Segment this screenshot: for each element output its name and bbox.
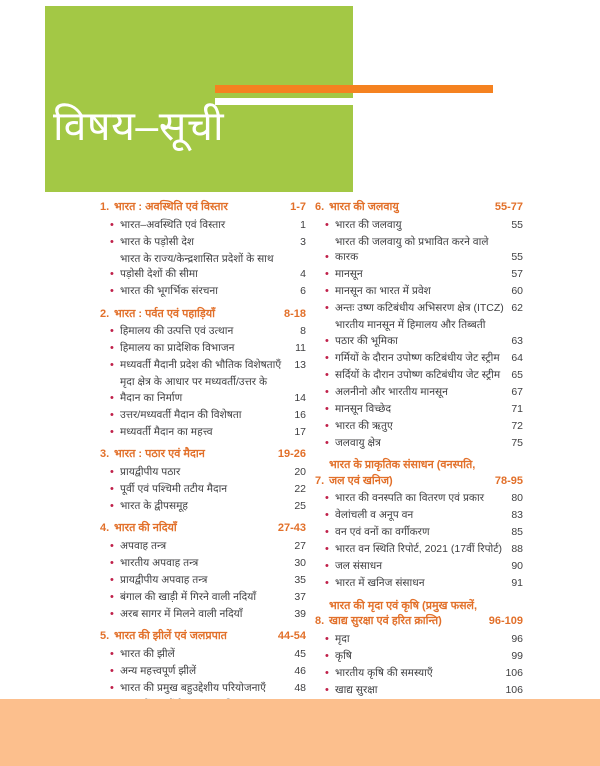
section-title: भारत की मृदा एवं कृषि (प्रमुख फसलें, खाद्य सुरक्षा एवं हरित क्रान्ति) — [329, 599, 478, 627]
toc-item-label: भारत की जलवायु को प्रभावित करने वाले कारक — [335, 235, 489, 263]
accent-bar-white — [215, 98, 353, 105]
toc-item-page: 62 — [511, 302, 523, 314]
bullet-icon: • — [110, 556, 114, 569]
toc-item — [315, 666, 523, 682]
toc-item-page: 65 — [511, 368, 523, 381]
accent-bar-orange — [215, 85, 493, 93]
section-page-range: 44-54 — [277, 630, 306, 642]
bullet-icon: • — [110, 664, 114, 677]
toc-item — [315, 491, 523, 507]
toc-item-page: 8 — [300, 325, 306, 337]
bullet-icon: • — [110, 342, 114, 354]
toc-item — [100, 647, 306, 663]
toc-item-page: 91 — [511, 577, 523, 589]
section-number: 7. — [315, 474, 325, 487]
toc-item-page: 64 — [511, 351, 523, 364]
bullet-icon: • — [325, 302, 329, 314]
toc-section — [315, 458, 523, 592]
toc-item-label: भारतीय मानसून में हिमालय और तिब्बती पठार की भूमिका — [335, 319, 486, 347]
toc-item — [315, 235, 523, 266]
toc-item-label: प्रायद्वीपीय अपवाह तन्त्र — [120, 573, 208, 586]
toc-item-label: वेलांचली व अनूप वन — [335, 509, 414, 521]
toc-item — [100, 556, 306, 572]
section-number: 1. — [100, 201, 110, 213]
toc-item — [315, 301, 523, 317]
toc-item — [315, 542, 523, 558]
bullet-icon: • — [110, 391, 114, 404]
toc-section — [100, 447, 306, 514]
section-number: 5. — [100, 630, 110, 642]
toc-section — [100, 521, 306, 622]
toc-item-page: 45 — [294, 647, 306, 660]
toc-item-label: बंगाल की खाड़ी में गिरने वाली नदियाँ — [120, 590, 257, 603]
toc-item-page: 99 — [511, 649, 523, 662]
bullet-icon: • — [325, 683, 329, 696]
toc-item-label: भारत की झीलें — [120, 647, 175, 660]
toc-section-heading — [100, 521, 306, 537]
bullet-icon: • — [325, 666, 329, 679]
toc-item-label: प्रायद्वीपीय पठार — [120, 465, 181, 478]
toc-item-label: मध्यवर्ती मैदान का महत्त्व — [120, 425, 213, 438]
toc-item-page: 14 — [294, 391, 306, 404]
toc-item — [100, 284, 306, 300]
toc-item-label: मृदा क्षेत्र के आधार पर मध्यवर्ती/उत्तर के मैदान का निर्माण — [120, 376, 268, 404]
toc-item-page: 25 — [294, 499, 306, 512]
toc-item — [100, 358, 306, 374]
section-title: भारत : पठार एवं मैदान — [114, 448, 205, 460]
toc-item-label: हिमालय की उत्पत्ति एवं उत्थान — [120, 325, 234, 337]
section-number: 3. — [100, 448, 110, 460]
section-page-range: 1-7 — [290, 201, 306, 213]
toc-item-label: भारत की भूगर्भिक संरचना — [120, 285, 218, 297]
toc-item-label: उत्तर/मध्यवर्ती मैदान की विशेषता — [120, 408, 242, 421]
toc-item-label: अपवाह तन्त्र — [120, 539, 167, 552]
toc-item — [315, 683, 523, 699]
toc-item-page: 22 — [294, 482, 306, 495]
bullet-icon: • — [325, 351, 329, 364]
toc-column-right — [315, 200, 523, 705]
toc-item-page: 1 — [300, 218, 306, 231]
toc-item-label: भारतीय कृषि की समस्याएँ — [335, 666, 433, 679]
toc-item-page: 3 — [300, 235, 306, 248]
bullet-icon: • — [110, 235, 114, 248]
toc-item-page: 11 — [295, 342, 306, 354]
toc-item-label: सर्दियों के दौरान उपोष्ण कटिबंधीय जेट स्ट्रीम — [335, 368, 501, 381]
toc-item — [315, 402, 523, 418]
toc-item-label: भारत–अवस्थिति एवं विस्तार — [120, 218, 226, 231]
toc-item — [100, 375, 306, 406]
toc-item-label: मृदा — [335, 632, 350, 645]
bullet-icon: • — [110, 218, 114, 231]
toc-item-label: भारत की प्रमुख बहुउद्देशीय परियोजनाएँ — [120, 681, 266, 694]
toc-item-page: 85 — [511, 526, 523, 538]
toc-item — [100, 465, 306, 481]
toc-item — [315, 284, 523, 300]
toc-item — [315, 436, 523, 452]
toc-item — [315, 368, 523, 384]
toc-item-label: जल संसाधन — [335, 560, 383, 572]
bullet-icon: • — [325, 560, 329, 572]
toc-item-page: 39 — [294, 607, 306, 620]
toc-item-page: 83 — [511, 509, 523, 521]
toc-section-heading — [100, 447, 306, 463]
toc-item-label: भारत की जलवायु — [335, 218, 402, 231]
toc-item-page: 106 — [505, 683, 523, 696]
bullet-icon: • — [110, 285, 114, 297]
toc-item — [100, 664, 306, 680]
toc-item-page: 71 — [511, 402, 523, 415]
toc-column-left — [100, 200, 306, 720]
toc-item — [100, 324, 306, 340]
section-page-range: 96-109 — [488, 615, 523, 627]
toc-item-label: मानसून का भारत में प्रवेश — [335, 285, 431, 297]
toc-item-page: 27 — [294, 539, 306, 552]
toc-item-label: गर्मियों के दौरान उपोष्ण कटिबंधीय जेट स्ट्रीम — [335, 351, 500, 364]
toc-item-label: भारत की ऋतुए — [335, 419, 393, 432]
toc-item-page: 48 — [294, 681, 306, 694]
toc-item-page: 13 — [294, 359, 306, 371]
toc-item-page: 57 — [511, 268, 523, 280]
toc-item-page: 20 — [294, 465, 306, 478]
toc-item-page: 67 — [511, 385, 523, 398]
bullet-icon: • — [325, 543, 329, 555]
toc-section-heading — [315, 599, 523, 630]
toc-item — [315, 385, 523, 401]
toc-item-page: 6 — [300, 285, 306, 297]
bullet-icon: • — [325, 334, 329, 347]
toc-item — [315, 267, 523, 283]
toc-item-page: 55 — [511, 251, 523, 263]
toc-item — [100, 235, 306, 251]
toc-item-page: 90 — [511, 560, 523, 572]
toc-item — [100, 218, 306, 234]
bullet-icon: • — [110, 681, 114, 694]
toc-section-heading — [315, 458, 523, 489]
bullet-icon: • — [325, 632, 329, 645]
toc-item — [100, 482, 306, 498]
toc-item-page: 30 — [294, 556, 306, 569]
bullet-icon: • — [110, 539, 114, 552]
toc-section-heading — [315, 200, 523, 216]
toc-item-label: कृषि — [335, 649, 352, 662]
toc-item-label: खाद्य सुरक्षा — [335, 683, 378, 696]
toc-item-page: 17 — [294, 425, 306, 438]
toc-item-page: 106 — [505, 666, 523, 679]
bullet-icon: • — [325, 526, 329, 538]
toc-item-page: 37 — [294, 590, 306, 603]
toc-item-page: 96 — [511, 632, 523, 645]
section-page-range: 8-18 — [283, 307, 306, 320]
toc-item-page: 75 — [511, 436, 523, 449]
toc-item-label: मानसून विच्छेद — [335, 402, 392, 415]
section-title: भारत की झीलें एवं जलप्रपात — [114, 630, 227, 642]
toc-item-label: जलवायु क्षेत्र — [335, 436, 381, 449]
bullet-icon: • — [325, 492, 329, 504]
toc-item-label: भारत के द्वीपसमूह — [120, 499, 188, 512]
bullet-icon: • — [110, 408, 114, 421]
toc-item-label: भारत में खनिज संसाधन — [335, 577, 425, 589]
toc-item — [100, 681, 306, 697]
section-page-range: 78-95 — [494, 474, 523, 487]
toc-item — [100, 607, 306, 623]
bullet-icon: • — [110, 325, 114, 337]
toc-item — [315, 649, 523, 665]
bullet-icon: • — [110, 499, 114, 512]
bullet-icon: • — [325, 285, 329, 297]
bullet-icon: • — [325, 509, 329, 521]
section-number: 2. — [100, 307, 110, 320]
toc-item — [100, 341, 306, 357]
toc-item — [100, 573, 306, 589]
toc-item-label: मध्यवर्ती मैदानी प्रदेश की भौतिक विशेषताएँ — [120, 359, 282, 371]
toc-item-label: भारत वन स्थिति रिपोर्ट, 2021 (17वीं रिपोर्ट) — [335, 543, 503, 555]
bullet-icon: • — [110, 465, 114, 478]
toc-item-label: अरब सागर में मिलने वाली नदियाँ — [120, 607, 243, 620]
toc-item-page: 63 — [511, 334, 523, 347]
toc-item — [315, 508, 523, 524]
toc-item-page: 72 — [511, 419, 523, 432]
toc-item-label: भारत के राज्य/केन्द्रशासित प्रदेशों के साथ पड़ोसी देशों की सीमा — [120, 252, 274, 280]
bullet-icon: • — [110, 573, 114, 586]
toc-item-label: हिमालय का प्रादेशिक विभाजन — [120, 342, 235, 354]
toc-item-page: 55 — [511, 218, 523, 231]
toc-item-label: भारत की वनस्पति का वितरण एवं प्रकार — [335, 492, 484, 504]
toc-item — [100, 408, 306, 424]
toc-section-heading — [100, 200, 306, 216]
bullet-icon: • — [110, 359, 114, 371]
toc-item — [100, 499, 306, 515]
toc-item-label: अलनीनो और भारतीय मानसून — [335, 385, 448, 398]
toc-item — [100, 252, 306, 283]
toc-item-page: 80 — [511, 492, 523, 504]
toc-item — [315, 559, 523, 575]
toc-item-page: 60 — [511, 285, 523, 297]
toc-section — [315, 200, 523, 451]
section-page-range: 55-77 — [494, 201, 523, 213]
toc-item — [315, 318, 523, 349]
toc-item-page: 35 — [294, 573, 306, 586]
bullet-icon: • — [110, 268, 114, 280]
bullet-icon: • — [325, 251, 329, 263]
section-number: 4. — [100, 522, 110, 534]
section-title: भारत के प्राकृतिक संसाधन (वनस्पति, जल एवं खनिज) — [329, 459, 476, 487]
section-title: भारत : अवस्थिति एवं विस्तार — [114, 201, 228, 213]
toc-section — [100, 307, 306, 441]
bullet-icon: • — [110, 590, 114, 603]
page-title: विषय–सूची — [53, 103, 225, 149]
section-title: भारत की जलवायु — [329, 201, 399, 213]
bullet-icon: • — [110, 482, 114, 495]
toc-item — [315, 218, 523, 234]
toc-item-page: 16 — [294, 408, 306, 421]
bullet-icon: • — [325, 436, 329, 449]
toc-item-page: 88 — [511, 543, 523, 555]
toc-item — [100, 539, 306, 555]
footer-band — [0, 699, 600, 766]
toc-item-label: पूर्वी एवं पश्चिमी तटीय मैदान — [120, 482, 228, 495]
bullet-icon: • — [325, 419, 329, 432]
section-number: 8. — [315, 615, 325, 627]
toc-item-label: अन्तः उष्ण कटिबंधीय अभिसरण क्षेत्र (ITCZ) — [335, 302, 504, 314]
toc-item-label: भारत के पड़ोसी देश — [120, 235, 195, 248]
toc-section — [100, 200, 306, 300]
section-title: भारत : पर्वत एवं पहाड़ियाँ — [114, 307, 215, 320]
section-title: भारत की नदियाँ — [114, 522, 177, 534]
bullet-icon: • — [325, 268, 329, 280]
toc-item — [315, 525, 523, 541]
toc-item-label: मानसून — [335, 268, 363, 280]
toc-item — [315, 632, 523, 648]
section-page-range: 27-43 — [277, 522, 306, 534]
toc-item — [100, 425, 306, 441]
toc-section — [315, 599, 523, 699]
toc-item-label: भारतीय अपवाह तन्त्र — [120, 556, 199, 569]
bullet-icon: • — [325, 218, 329, 231]
bullet-icon: • — [325, 402, 329, 415]
toc-item — [315, 419, 523, 435]
bullet-icon: • — [110, 425, 114, 438]
toc-section-heading — [100, 307, 306, 323]
toc-section-heading — [100, 629, 306, 645]
toc-item — [100, 590, 306, 606]
section-number: 6. — [315, 201, 325, 213]
toc-item-label: अन्य महत्त्वपूर्ण झीलें — [120, 664, 197, 677]
section-page-range: 19-26 — [277, 448, 306, 460]
toc-item-page: 46 — [294, 664, 306, 677]
toc-item-label: वन एवं वनों का वर्गीकरण — [335, 526, 430, 538]
toc-item — [315, 576, 523, 592]
bullet-icon: • — [325, 368, 329, 381]
toc-item-page: 4 — [300, 268, 306, 280]
bullet-icon: • — [325, 577, 329, 589]
bullet-icon: • — [110, 647, 114, 660]
toc-item — [315, 351, 523, 367]
bullet-icon: • — [325, 385, 329, 398]
bullet-icon: • — [110, 607, 114, 620]
bullet-icon: • — [325, 649, 329, 662]
